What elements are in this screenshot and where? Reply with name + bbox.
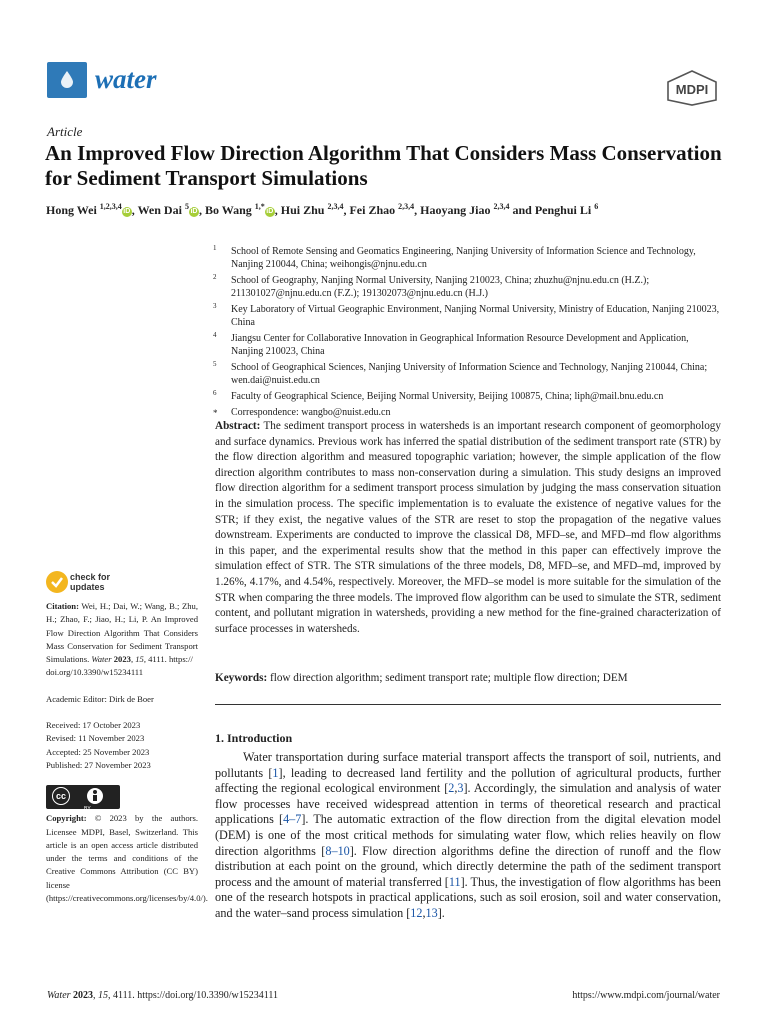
affiliations: [213, 245, 723, 422]
author-list: Hong Wei $^{1,2,3,4}$iD , Wen Dai $^5$iD , Bo Wang $^{1,*}$iD , Hui Zhu $^{2,3,4}$, Fei Zhao $^{2,3,4}$, Haoyang Jiao $^{2,3,4}$ and Penghui Li $^6$: [46, 202, 599, 217]
author-name: Hong Wei: [46, 203, 97, 217]
journal-logo[interactable]: [47, 62, 87, 98]
published-date: Published: 27 November 2023: [46, 759, 151, 770]
water-drop-icon: [61, 71, 73, 88]
keywords-label: Keywords:: [215, 672, 268, 684]
revised-date: Revised: 11 November 2023: [46, 733, 145, 744]
cc-by-license-badge[interactable]: [46, 785, 120, 813]
correspondence: * Correspondence: wangbo@nuist.edu.cn: [213, 407, 391, 418]
affiliation-item: 5 School of Geographical Sciences, Nanjing University of Information Science and Technology, Nanjing 210044, China; wen.dai@nuist.edu.cn: [213, 360, 708, 386]
accepted-date: Accepted: 25 November 2023: [46, 746, 150, 757]
orcid-icon[interactable]: iD: [190, 208, 198, 215]
author-affil: 1,2,3,4: [99, 202, 122, 211]
orcid-icon[interactable]: iD: [266, 208, 274, 215]
author-affil: 2,3,4: [493, 202, 510, 211]
abstract-text: The sediment transport process in watersheds is an important research component of geomorphology and surface dynamics. Previous work has inferred the spatial distribution of the sediment transport rate (STR) by the flow direction algorithm and measured topographic variation; however, the simple application of the flow direction algorithm contributes to mass non-conservation during a simulation. This study designs an improved flow direction algorithm for a sediment transport process simulation by judging the mass conservation situation in the simulation process. The specific implementation is to evaluate the existence of negative values for the STR; if they exist, the negative values of the STR are reset to stop the propagation of the negative values downstream. Experiments are conducted to improve the classical D8, MFD–se, and MFD–md flow algorithms in this paper, and the experimental results show that the method in this paper can effectively improve the simulation effect of STR. The STR simulations of the three models, D8, MFD–se, and MFD–md, improved by 1.26%, 4.17%, and 4.54%, respectively. Moreover, the MFD–se model is more suitable for the simulation of the STR when comparing the three models. The improved flow algorithm can be used to simulate the STR, sediment content, and pollutant migration in watersheds, providing a new method for the fine-grained characterization of surface processes in watersheds.: [215, 420, 721, 635]
abstract-label: Abstract:: [215, 420, 261, 432]
copyright-notice: Copyright: © 2023 by the authors. Licensee MDPI, Basel, Switzerland. This article is an open access article distributed under the terms and conditions of the Creative Commons Attribution (CC BY) license (https://creativecommons.org/licenses/by/4.0/).: [46, 813, 208, 904]
author-name: Haoyang Jiao: [420, 203, 491, 217]
by-label: BY: [84, 806, 91, 813]
article-title: An Improved Flow Direction Algorithm That Considers Mass Conservation for Sediment Transport Simulations: [45, 141, 722, 190]
journal-name[interactable]: water: [95, 64, 157, 94]
author-name: Bo Wang: [204, 203, 252, 217]
section-heading: 1. Introduction: [215, 731, 293, 745]
checkmark-icon: [46, 571, 68, 593]
sidebar-info: [46, 600, 208, 905]
abstract: [215, 419, 721, 637]
citation-doi: doi.org/10.3390/w15234111: [46, 667, 144, 678]
footer-citation: Water 2023, 15, 4111. https://doi.org/10.3390/w15234111: [47, 990, 279, 1001]
author-affil: 5: [184, 202, 189, 211]
affiliation-item: 2 School of Geography, Nanjing Normal University, Nanjing 210023, China; zhuzhu@njnu.edu.cn (H.Z.); 211301027@njnu.edu.cn (F.Z.); 191302073@njnu.edu.cn (H.J.): [213, 273, 650, 299]
author-name: Wen Dai: [137, 203, 182, 217]
ref-link[interactable]: 2: [448, 781, 455, 796]
mdpi-logo-text: MDPI: [675, 82, 709, 97]
author-name: Hui Zhu: [280, 203, 325, 217]
author-conjunction: and: [512, 203, 532, 217]
affiliation-item: 3 Key Laboratory of Virtual Geographic Environment, Nanjing Normal University, Ministry of Education, Nanjing 210023, China: [213, 302, 720, 328]
affiliation-item: 4 Jiangsu Center for Collaborative Innovation in Geographical Information Resource Development and Application, Nanjing 210023, China: [213, 331, 689, 357]
ref-link[interactable]: 4–7: [283, 812, 302, 827]
affiliation-item: 6 Faculty of Geographical Science, Beijing Normal University, Beijing 100875, China; liph@mail.bnu.edu.cn: [213, 389, 664, 402]
ref-link[interactable]: 1: [272, 765, 279, 780]
check-for-updates-button[interactable]: check for updates: [46, 571, 126, 595]
author-affil: 2,3,4: [398, 202, 415, 211]
author-affil: 6: [594, 202, 599, 211]
article-type: Article: [47, 124, 83, 139]
ref-link[interactable]: 3: [457, 781, 464, 796]
ref-link[interactable]: 11: [448, 874, 461, 889]
author-name: Fei Zhao: [349, 203, 396, 217]
footer-journal-url[interactable]: https://www.mdpi.com/journal/water: [572, 990, 720, 1001]
author-name: Penghui Li: [534, 203, 592, 217]
author-affil: 2,3,4: [327, 202, 344, 211]
received-date: Received: 17 October 2023: [46, 720, 141, 731]
citation: Citation: Wei, H.; Dai, W.; Wang, B.; Zhu, H.; Zhao, F.; Jiao, H.; Li, P. An Improved Flow Direction Algorithm That Considers Mass Conservation for Sediment Transport Simulations. Water 2023, 15, 4111. https:// doi.org/10.3390/w15234111: [46, 601, 198, 678]
section-divider: [215, 704, 721, 705]
mdpi-logo[interactable]: [666, 70, 718, 106]
ref-link[interactable]: 12: [410, 905, 423, 920]
keywords-text: flow direction algorithm; sediment transport rate; multiple flow direction; DEM: [270, 672, 628, 684]
introduction-body: Water transportation during surface material transport affects the transport of soil, nutrients, and pollutants [1], leading to decreased land fertility and the pollution of agricultural products, further affecting the regional ecological environment [2,3]. Accordingly, the simulation and analysis of water flow processes have received widespread attention in terms of theoretical research and practical applications [4–7]. The automatic extraction of the flow direction from the digital elevation model (DEM) is one of the most critical methods for simulating water flow, which relies heavily on flow direction algorithms [8–10]. Flow direction algorithms define the direction of runoff and the flow distribution at each point on the ground, which directly determine the path of the sediment transport process and the amount of material transferred [11]. Thus, the investigation of flow algorithms has been one of the research hotspots in practical applications, such as soil erosion, soil and water conservation, and the water–sand process simulation [12,13].: [215, 750, 722, 920]
keywords: [215, 671, 721, 686]
orcid-icon[interactable]: iD: [123, 208, 131, 215]
ref-link[interactable]: 8–10: [325, 843, 350, 858]
ref-link[interactable]: 13: [425, 905, 438, 920]
author-affil: 1,*: [254, 202, 265, 211]
academic-editor: Academic Editor: Dirk de Boer: [46, 693, 154, 704]
affiliation-item: 1 School of Remote Sensing and Geomatics Engineering, Nanjing University of Information Science and Technology, Nanjing 210044, China; weihongis@njnu.edu.cn: [213, 244, 696, 270]
cc-icon: cc: [52, 787, 70, 805]
